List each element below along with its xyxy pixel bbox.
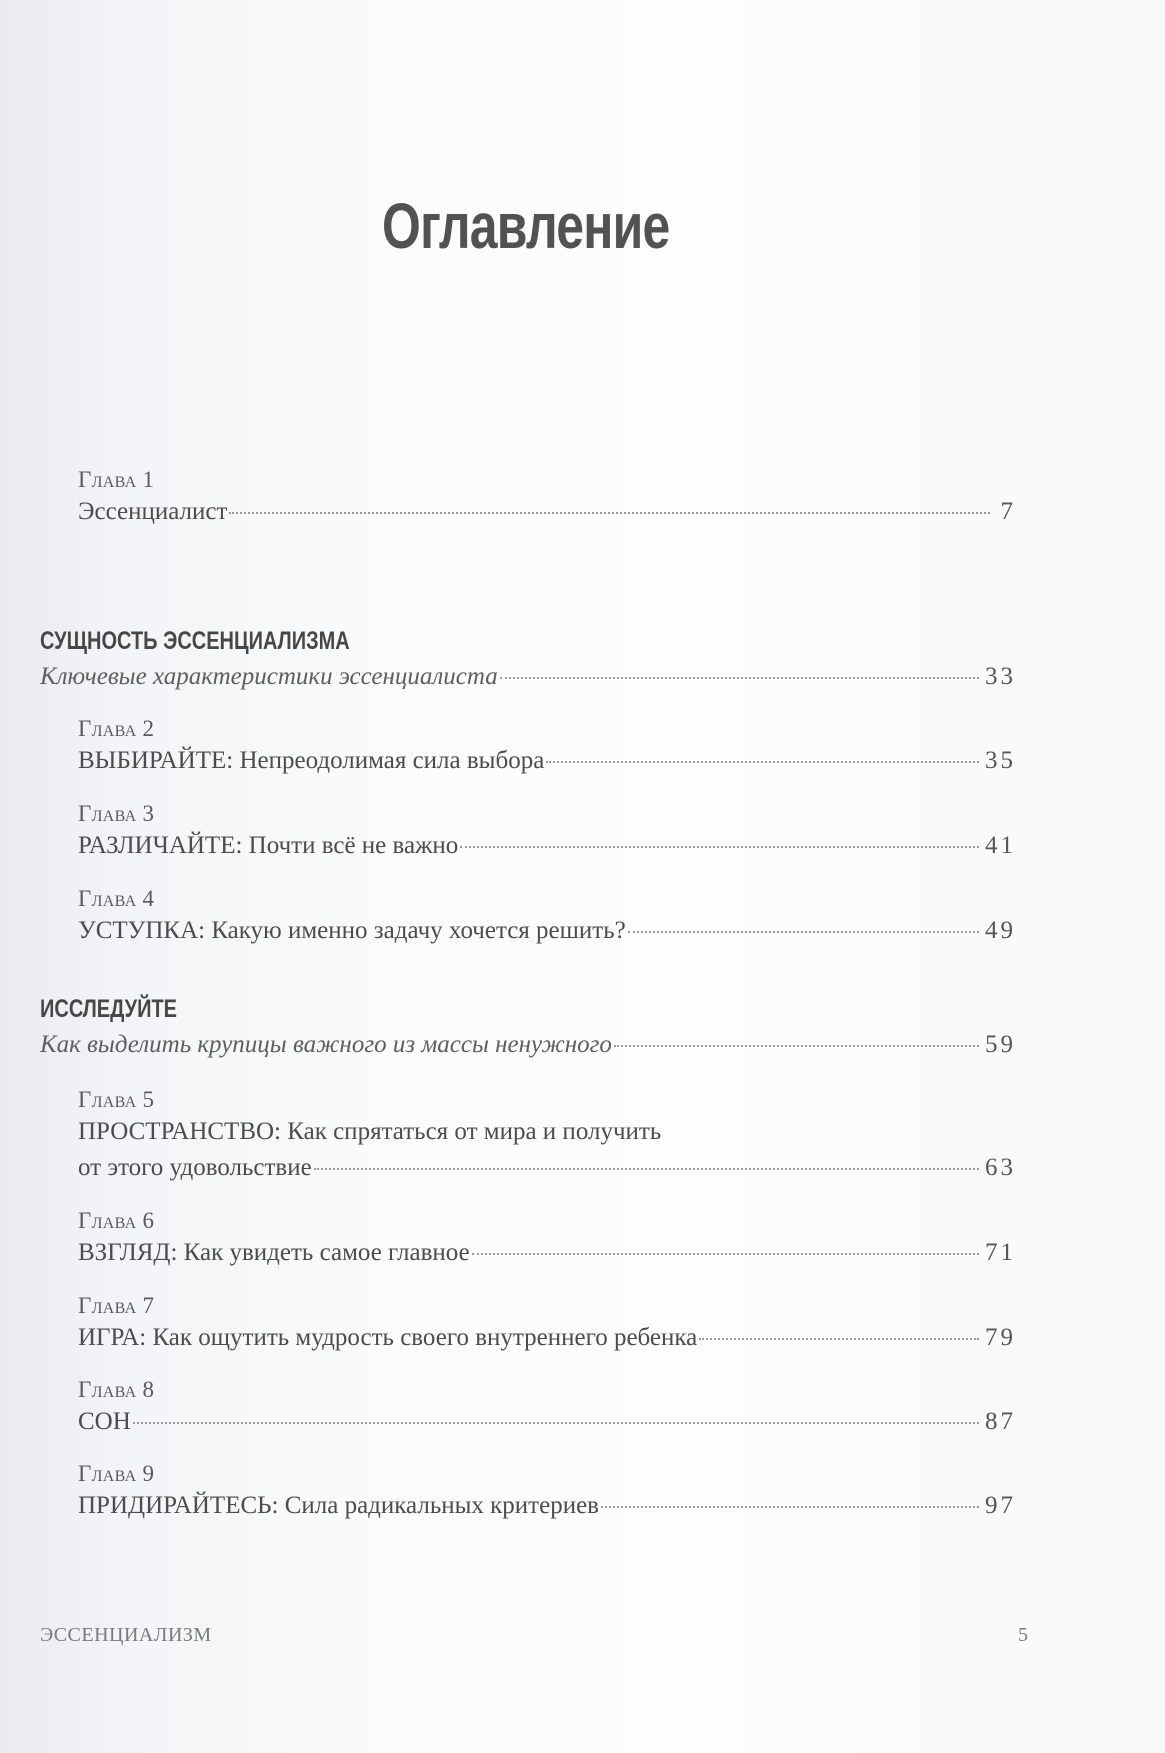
- chapter-title-line-1: ПРОСТРАНСТВО: Как спрятаться от мира и получить: [78, 1118, 662, 1145]
- page-number: 41: [985, 832, 1016, 859]
- page-number: 63: [985, 1154, 1016, 1181]
- chapter-label: Глава 3: [78, 801, 155, 826]
- toc-line: [78, 743, 1016, 779]
- toc-section-essence: [40, 625, 1016, 695]
- page-number: 35: [985, 747, 1016, 774]
- chapter-label: Глава 6: [78, 1208, 155, 1233]
- toc-line: [78, 1235, 1016, 1271]
- chapter-title: ПРИДИРАЙТЕСЬ: Сила радикальных критериев: [78, 1492, 599, 1519]
- dot-leader: [460, 845, 979, 848]
- toc-entry-chapter-7[interactable]: [78, 1292, 1016, 1356]
- chapter-label: Глава 2: [78, 716, 155, 741]
- toc-line: [78, 1488, 1016, 1524]
- dot-leader: [546, 760, 979, 763]
- page-number: 97: [985, 1492, 1016, 1519]
- chapter-label: Глава 4: [78, 886, 155, 911]
- folio-page-number: 5: [1018, 1624, 1028, 1646]
- toc-section-explore: [40, 993, 1016, 1063]
- chapter-title: ИГРА: Как ощутить мудрость своего внутреннего ребенка: [78, 1324, 698, 1351]
- toc-entry-chapter-4[interactable]: [78, 885, 1016, 949]
- section-title: ИССЛЕДУЙТЕ: [40, 995, 178, 1023]
- running-title: ЭССЕНЦИАЛИЗМ: [40, 1624, 212, 1646]
- toc-entry-chapter-9[interactable]: [78, 1460, 1016, 1524]
- dot-leader: [601, 1505, 979, 1508]
- toc-line: [78, 494, 1016, 530]
- chapter-title: СОН: [78, 1408, 131, 1435]
- dot-leader: [614, 1044, 979, 1047]
- toc-entry-chapter-1[interactable]: [78, 466, 1016, 530]
- section-title: СУЩНОСТЬ ЭССЕНЦИАЛИЗМА: [40, 627, 350, 655]
- chapter-title: Эссенциалист: [78, 498, 228, 525]
- page-title: Оглавление: [382, 189, 670, 262]
- chapter-label: Глава 7: [78, 1293, 155, 1318]
- chapter-title: от этого удовольствие: [78, 1154, 312, 1181]
- toc-line: [78, 1320, 1016, 1356]
- toc-entry-chapter-2[interactable]: [78, 715, 1016, 779]
- chapter-title: РАЗЛИЧАЙТЕ: Почти всё не важно: [78, 832, 459, 859]
- dot-leader: [699, 1337, 979, 1340]
- page-number: 87: [985, 1408, 1016, 1435]
- toc-entry-chapter-8[interactable]: [78, 1376, 1016, 1440]
- section-subtitle-line[interactable]: [40, 659, 1016, 695]
- page-number: 7: [1000, 498, 1016, 525]
- chapter-label: Глава 1: [78, 467, 155, 492]
- toc-entry-chapter-3[interactable]: [78, 800, 1016, 864]
- chapter-label: Глава 9: [78, 1461, 155, 1486]
- page-number: 59: [985, 1031, 1016, 1058]
- section-subtitle: Как выделить крупицы важного из массы ненужного: [40, 1031, 612, 1058]
- dot-leader: [314, 1167, 979, 1170]
- chapter-title: УСТУПКА: Какую именно задачу хочется решить?: [78, 917, 626, 944]
- toc-line: [78, 828, 1016, 864]
- dot-leader: [229, 511, 990, 514]
- toc-line: [78, 1150, 1016, 1186]
- page-footer: [40, 1624, 1028, 1647]
- toc-line: [78, 913, 1016, 949]
- chapter-label: Глава 5: [78, 1087, 155, 1112]
- chapter-label: Глава 8: [78, 1377, 155, 1402]
- section-subtitle-line[interactable]: [40, 1027, 1016, 1063]
- toc-line: [78, 1404, 1016, 1440]
- dot-leader: [500, 676, 979, 679]
- dot-leader: [133, 1421, 979, 1424]
- section-subtitle: Ключевые характеристики эссенциалиста: [40, 663, 498, 690]
- dot-leader: [472, 1252, 979, 1255]
- page-number: 33: [985, 663, 1016, 690]
- chapter-title: ВЫБИРАЙТЕ: Непреодолимая сила выбора: [78, 747, 545, 774]
- toc-entry-chapter-6[interactable]: [78, 1207, 1016, 1271]
- page-number: 71: [985, 1239, 1016, 1266]
- toc-entry-chapter-5[interactable]: [78, 1086, 1016, 1186]
- chapter-title: ВЗГЛЯД: Как увидеть самое главное: [78, 1239, 470, 1266]
- dot-leader: [628, 930, 979, 933]
- page-number: 49: [985, 917, 1016, 944]
- page-number: 79: [985, 1324, 1016, 1351]
